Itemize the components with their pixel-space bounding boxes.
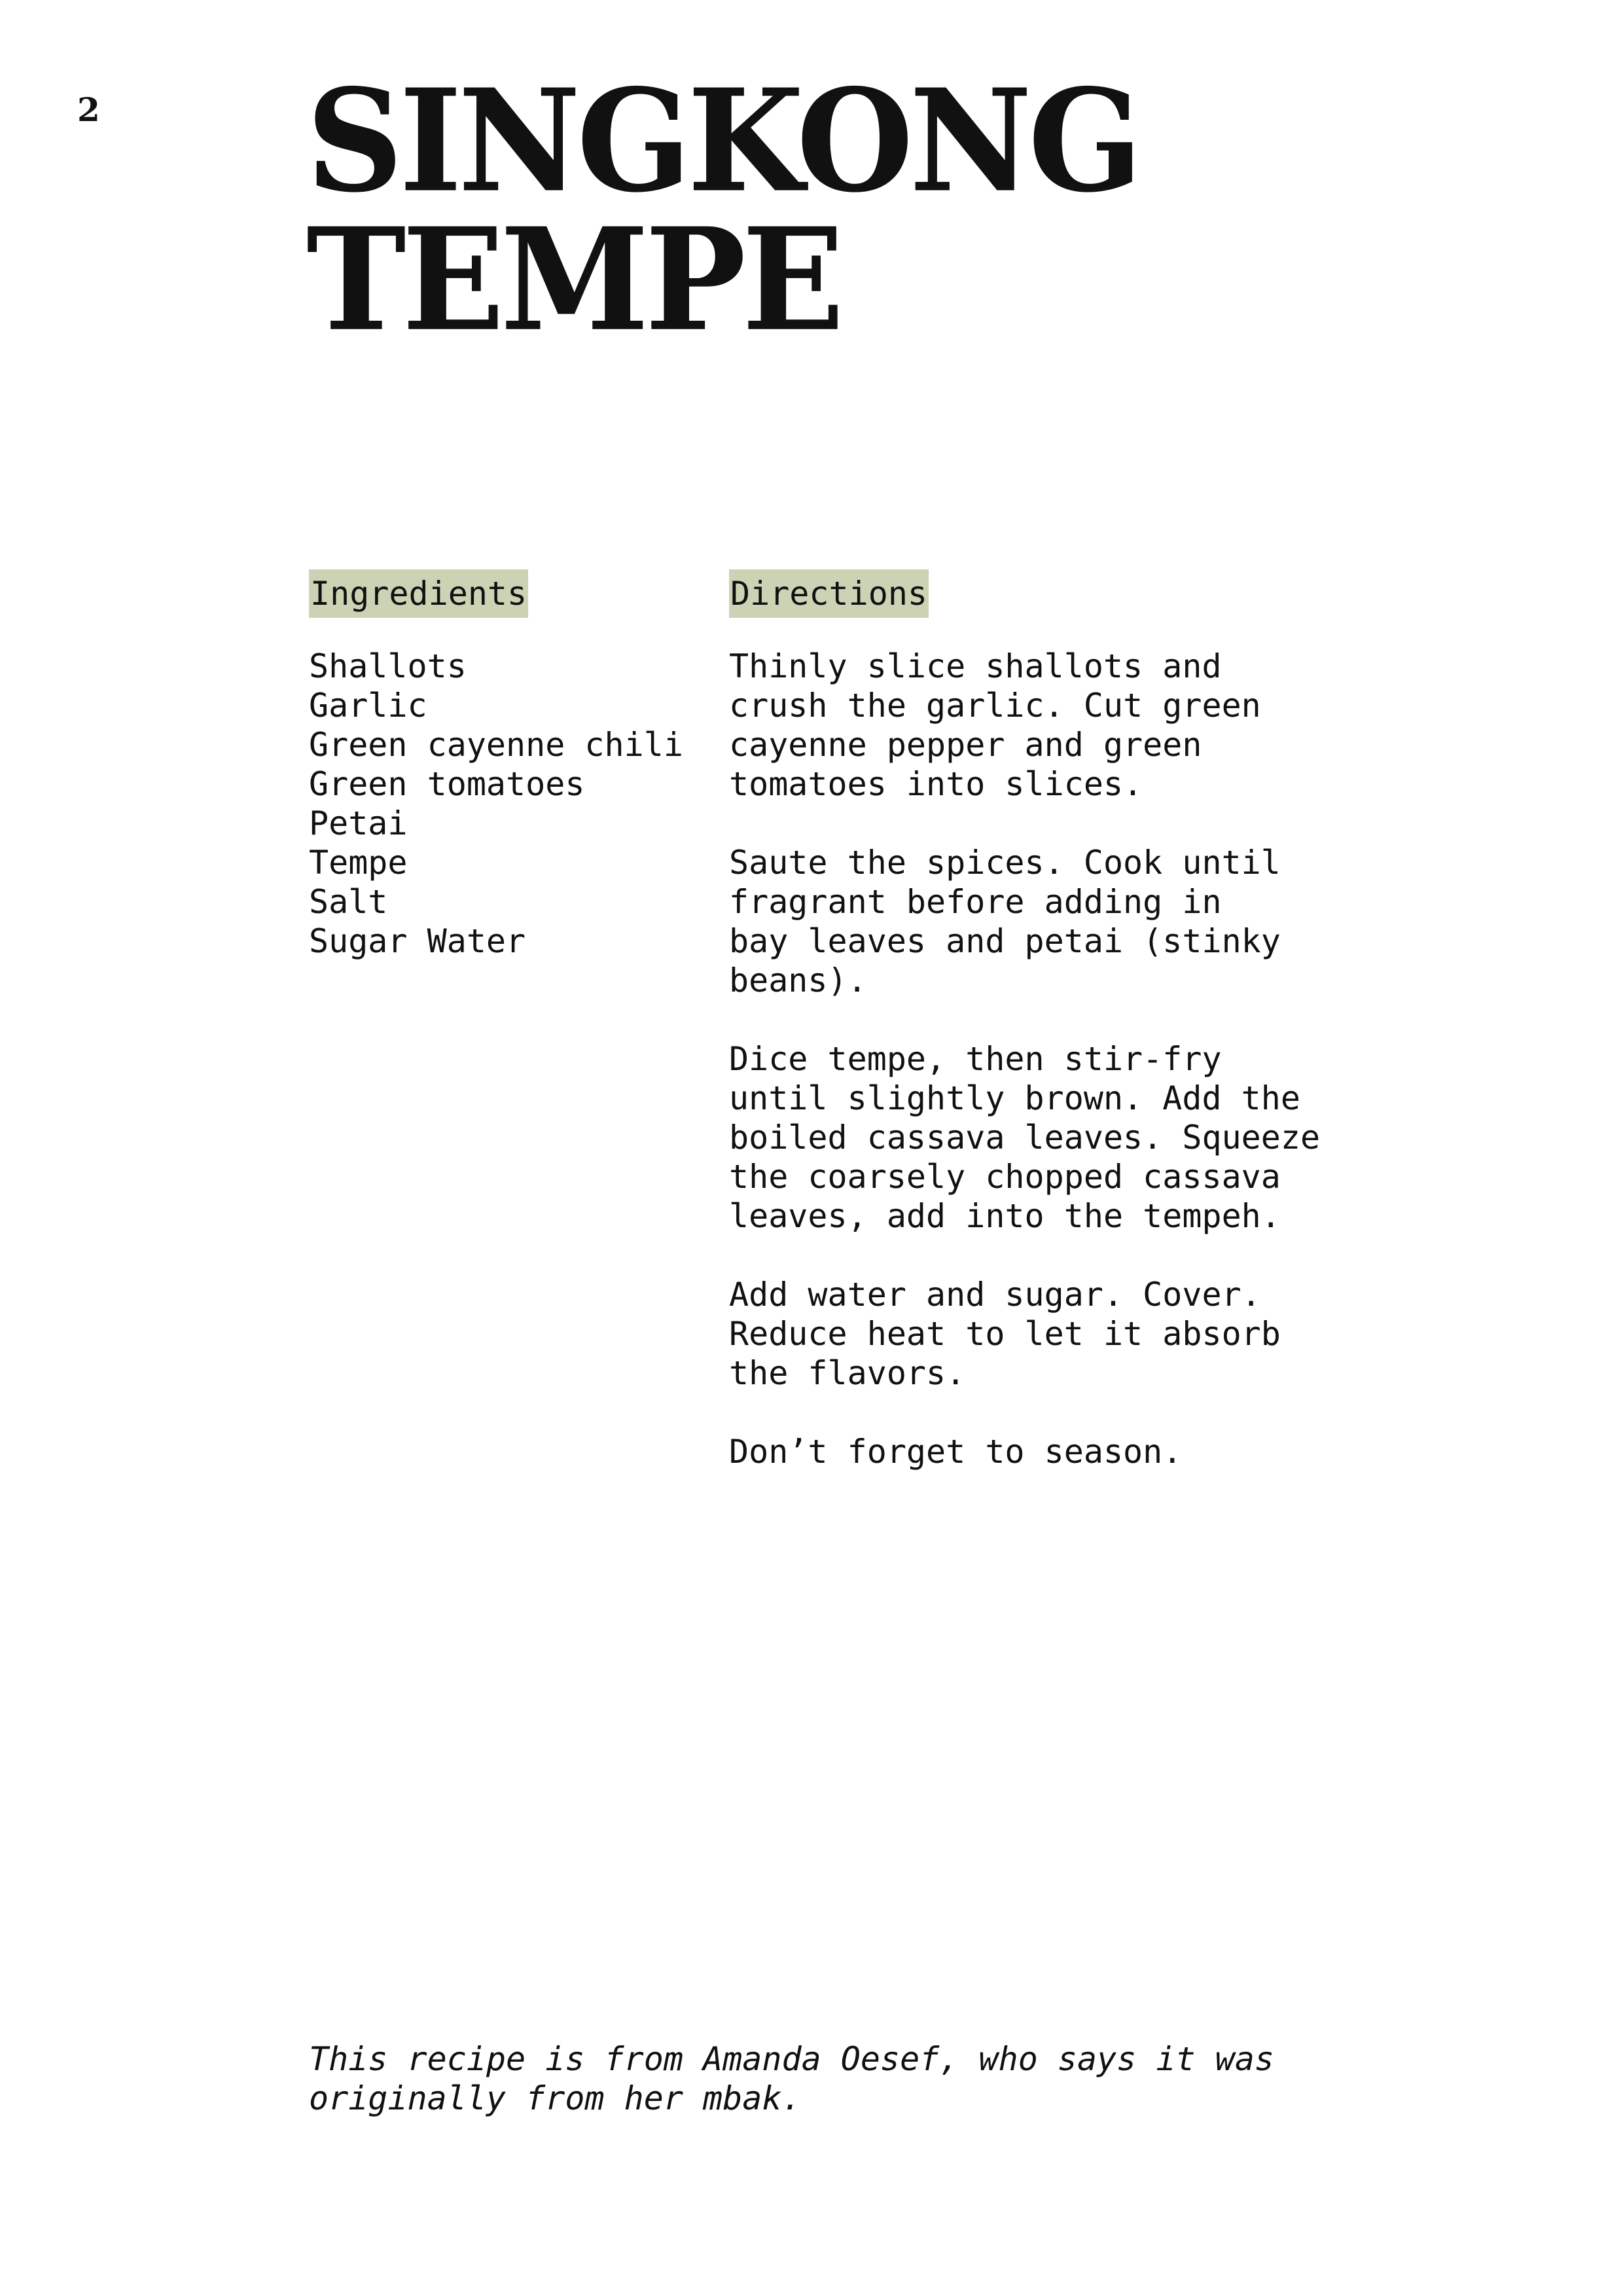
- direction-step: Add water and sugar. Cover. Reduce heat to let it absorb the flavors.: [729, 1276, 1281, 1392]
- recipe-attribution-note: This recipe is from Amanda Oesef, who says it was originally from her mbak.: [309, 2040, 1275, 2117]
- ingredient-item: Shallots: [309, 647, 467, 685]
- ingredient-item: Salt: [309, 883, 388, 921]
- recipe-title: [306, 59, 1139, 363]
- ingredients-column: [309, 569, 715, 961]
- ingredient-item: Tempe: [309, 844, 408, 882]
- direction-step: Saute the spices. Cook until fragrant before adding in bay leaves and petai (stinky beans).: [729, 844, 1281, 999]
- directions-column: [729, 569, 1397, 1511]
- page-number: 2: [77, 90, 100, 129]
- ingredients-list: [309, 647, 715, 961]
- recipe-title-line-2: TEMPE: [306, 198, 841, 363]
- ingredient-item: Petai: [309, 804, 408, 842]
- direction-step: Thinly slice shallots and crush the garlic. Cut green cayenne pepper and green tomatoes into slices.: [729, 647, 1261, 803]
- recipe-title-line-1: SINGKONG: [306, 59, 1139, 224]
- direction-step: Dice tempe, then stir-fry until slightly brown. Add the boiled cassava leaves. Squeeze the coarsely chopped cassava leaves, add into the tempeh.: [729, 1040, 1321, 1235]
- ingredients-heading: Ingredients: [309, 569, 528, 618]
- ingredient-item: Green tomatoes: [309, 765, 585, 803]
- ingredient-item: Sugar Water: [309, 922, 526, 960]
- directions-heading: Directions: [729, 569, 929, 618]
- direction-step: Don’t forget to season.: [729, 1433, 1183, 1471]
- ingredient-item: Garlic: [309, 687, 427, 725]
- ingredient-item: Green cayenne chili: [309, 726, 683, 764]
